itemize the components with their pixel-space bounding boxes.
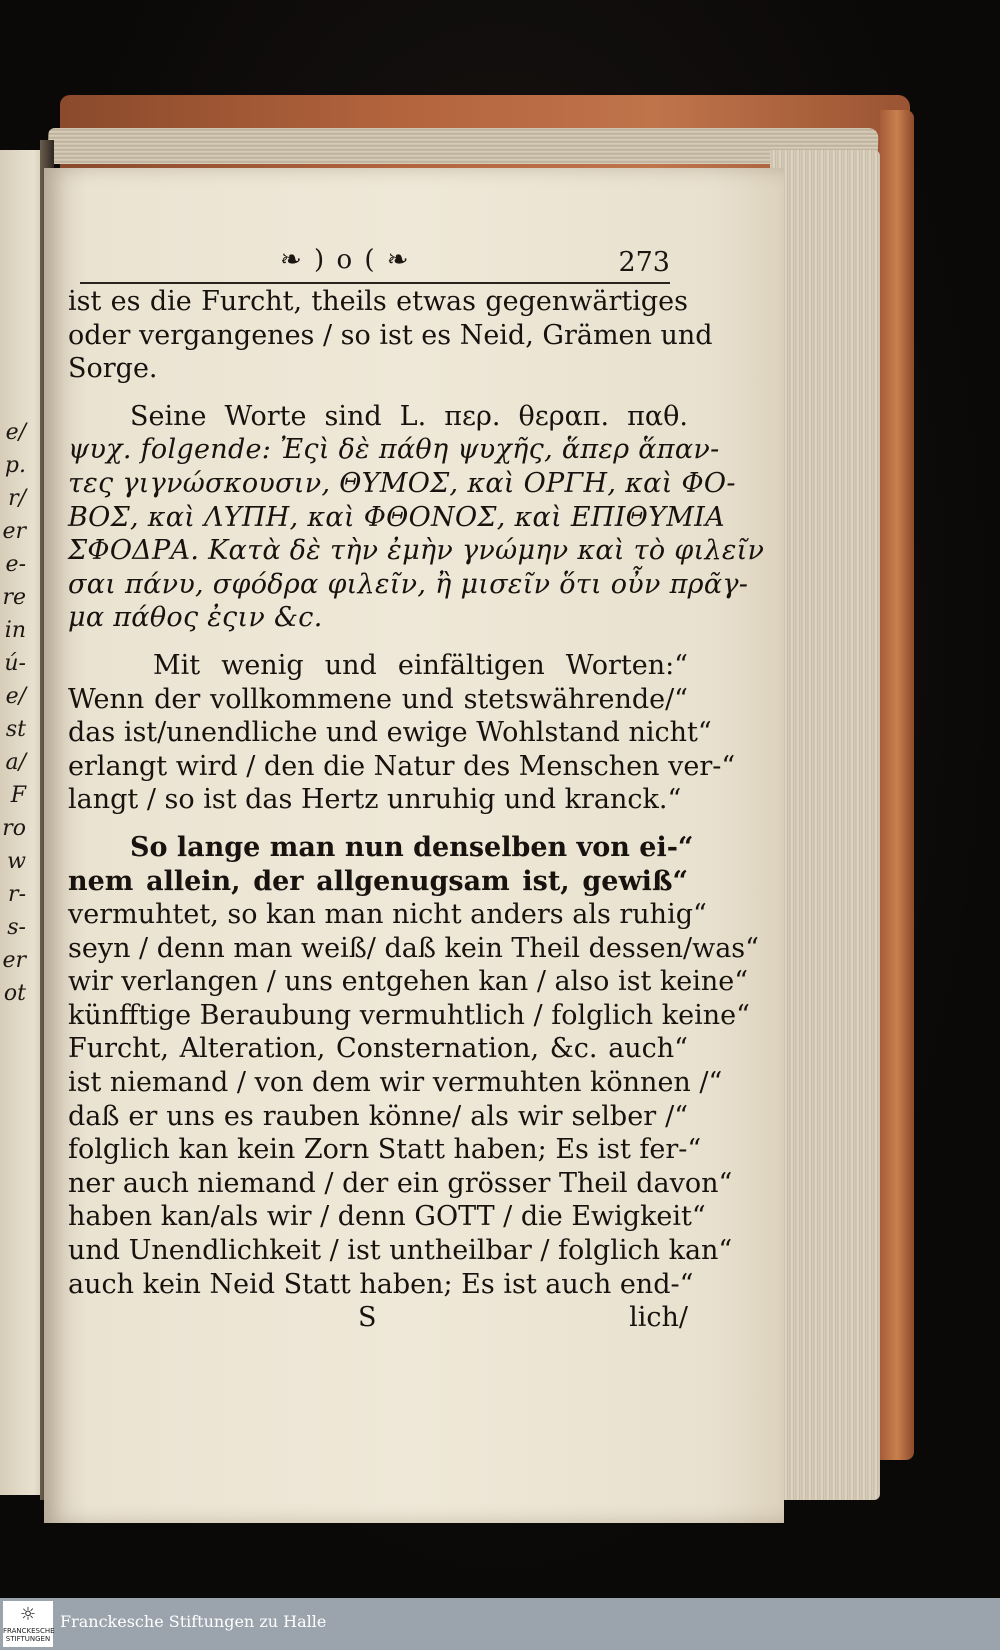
text-block	[68, 285, 765, 1334]
text-line: ist niemand / von dem wir vermuhten können /“	[68, 1067, 723, 1099]
text-line: auch kein Neid Statt haben; Es ist auch end-“	[68, 1268, 694, 1300]
left-page-fragment: r/	[8, 486, 26, 511]
cover-edge	[880, 110, 914, 1460]
logo-text: FRANCKESCHE STIFTUNGEN	[3, 1627, 55, 1643]
text-line: das ist/unendliche und ewige Wohlstand nicht“	[68, 717, 712, 749]
text-line: erlangt wird / den die Natur des Menschen ver-“	[68, 750, 736, 782]
left-page-fragment: ot	[3, 981, 26, 1006]
catchword: lich/	[629, 1302, 688, 1334]
logo-emblem-icon: ☼	[19, 1604, 37, 1625]
left-page-fragment: a/	[5, 750, 26, 775]
text-line: μα πάθος ἐςιν &c.	[68, 602, 323, 634]
text-line: vermuhtet, so kan man nicht anders als ruhig“	[68, 899, 707, 931]
text-line: Sorge.	[68, 353, 158, 385]
running-header	[80, 245, 670, 281]
signature-mark: S	[358, 1302, 377, 1334]
catchline	[68, 1301, 688, 1335]
text-line: ΒΟΣ, καὶ ΛΥΠΗ, καὶ ΦΘΟΝΟΣ, καὶ ΕΠΙΘΥΜΙΑ	[68, 501, 725, 533]
text-line: haben kan/als wir / denn GOTT / die Ewigkeit“	[68, 1201, 706, 1233]
text-line: ist es die Furcht, theils etwas gegenwärtiges	[68, 286, 688, 317]
left-page-fragment: ú-	[4, 651, 26, 676]
page-number: 273	[618, 247, 670, 278]
header-rule	[80, 282, 670, 284]
left-page-fragment: F	[10, 783, 26, 808]
text-line: oder vergangenes / so ist es Neid, Grämen und	[68, 319, 713, 351]
header-ornament: ❧ ) o ( ❧	[280, 245, 411, 275]
left-page-fragment: e-	[5, 552, 26, 577]
left-page-fragment: re	[2, 585, 26, 610]
text-line: Wenn der vollkommene und stetswährende/“	[68, 683, 688, 715]
text-line: und Unendlichkeit / ist untheilbar / folglich kan“	[68, 1235, 733, 1267]
left-page-fragment: e/	[5, 420, 26, 445]
text-line: Furcht, Alteration, Consternation, &c. auch“	[68, 1033, 688, 1065]
page-top-edge	[47, 128, 878, 164]
left-page-fragments	[0, 420, 26, 1014]
institution-name[interactable]: Franckesche Stiftungen zu Halle	[60, 1612, 327, 1631]
text-line: ner auch niemand / der ein grösser Theil davon“	[68, 1167, 733, 1199]
left-page-fragment: p.	[4, 453, 26, 478]
text-line: Mit wenig und einfältigen Worten:“	[153, 649, 688, 681]
text-line: wir verlangen / uns entgehen kan / also ist keine“	[68, 966, 749, 998]
text-line: τες γιγνώσκουσιν, ΘΥΜΟΣ, καὶ ΟΡΓΗ, καὶ ΦΟ-	[68, 467, 736, 499]
left-page-fragment: ro	[2, 816, 26, 841]
text-line: seyn / denn man weiß/ daß kein Theil dessen/was“	[68, 932, 759, 964]
text-line: ψυχ. folgende: Ἐςὶ δὲ πάθη ψυχῆς, ἅπερ ἅπαν-	[68, 434, 720, 466]
text-line: σαι πάνυ, σφόδρα φιλεῖν, ἢ μισεῖν ὅτι οὖν πρᾶγ-	[68, 568, 749, 600]
institution-logo	[3, 1601, 53, 1647]
text-line: künfftige Beraubung vermuhtlich / folglich keine“	[68, 999, 750, 1031]
left-page-fragment: st	[5, 717, 26, 742]
left-page-fragment: er	[2, 948, 26, 973]
text-line: So lange man nun denselben von ei-“	[130, 831, 694, 863]
page-stack	[770, 150, 880, 1500]
footer-bar	[0, 1598, 1000, 1650]
text-line: daß er uns es rauben könne/ als wir selber /“	[68, 1100, 688, 1132]
text-line: langt / so ist das Hertz unruhig und kranck.“	[68, 784, 682, 816]
text-line: folglich kan kein Zorn Statt haben; Es ist fer-“	[68, 1134, 702, 1166]
left-page-fragment: s-	[7, 915, 26, 940]
left-page-fragment: w	[7, 849, 26, 874]
text-line: Seine Worte sind L. περ. θεραπ. παθ.	[130, 400, 688, 432]
text-line: ΣΦΟΔΡΑ. Κατὰ δὲ τὴν ἐμὴν γνώμην καὶ τὸ φιλεῖν	[68, 535, 765, 567]
left-page-fragment: er	[2, 519, 26, 544]
left-page-fragment: e/	[5, 684, 26, 709]
text-line: nem allein, der allgenugsam ist, gewiß“	[68, 865, 688, 897]
left-page-fragment: r-	[8, 882, 26, 907]
left-page-fragment: in	[4, 618, 26, 643]
